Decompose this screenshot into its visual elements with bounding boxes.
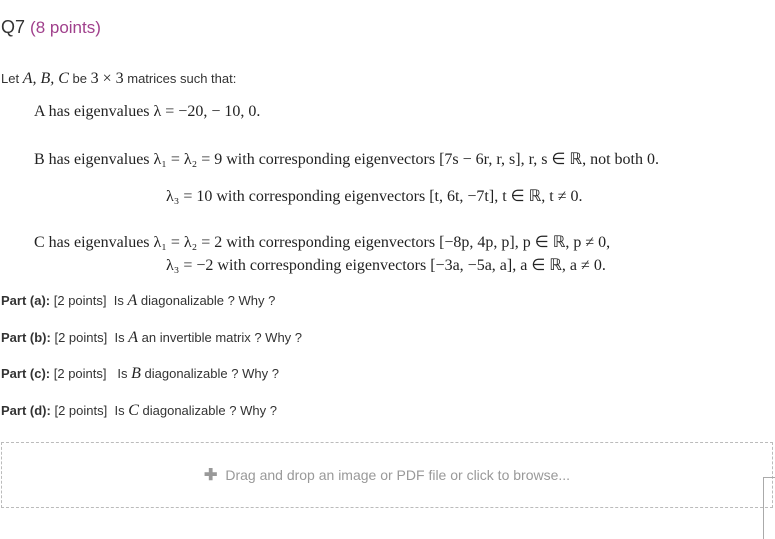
part-d-points: [2 points]: [54, 403, 108, 418]
part-d-label: Part (d):: [1, 403, 51, 418]
part-a-label: Part (a):: [1, 293, 51, 308]
part-a-pre: Is: [113, 293, 124, 308]
file-upload-dropzone[interactable]: [1, 442, 773, 508]
intro-middle: be: [68, 71, 91, 86]
part-d: [1, 402, 277, 420]
statement-b-line2: λ₃ = 10 with corresponding eigenvectors [t, 6t, −7t], t ∈ ℝ, t ≠ 0.: [166, 188, 583, 205]
intro-suffix: matrices such that:: [123, 71, 237, 86]
part-a-var: A: [127, 292, 138, 309]
part-c-points: [2 points]: [53, 366, 107, 381]
question-title: [1, 17, 101, 38]
part-b-pre: Is: [114, 330, 125, 345]
statement-a: A has eigenvalues λ = −20, − 10, 0.: [34, 103, 261, 120]
part-c-pre: Is: [117, 366, 128, 381]
part-d-post: diagonalizable ? Why ?: [142, 403, 277, 418]
part-a-post: diagonalizable ? Why ?: [140, 293, 276, 308]
intro-vars: A, B, C: [22, 70, 69, 87]
statement-c-line1: C has eigenvalues λ₁ = λ₂ = 2 with corresponding eigenvectors [−8p, 4p, p], p ∈ ℝ, p ≠ 0,: [34, 234, 611, 251]
question-points: (8 points): [30, 18, 101, 37]
part-b-var: A: [128, 329, 138, 346]
part-a: [1, 292, 275, 310]
part-b-points: [2 points]: [54, 330, 108, 345]
resize-handle[interactable]: [763, 477, 775, 539]
part-b-label: Part (b):: [1, 330, 51, 345]
part-b-post: an invertible matrix ? Why ?: [141, 330, 303, 345]
statement-b-line1: B has eigenvalues λ₁ = λ₂ = 9 with corresponding eigenvectors [7s − 6r, r, s], r, s ∈ ℝ, not both 0.: [34, 151, 659, 168]
part-c-post: diagonalizable ? Why ?: [144, 366, 279, 381]
part-c: [1, 365, 279, 383]
part-a-points: [2 points]: [53, 293, 107, 308]
part-d-var: C: [128, 402, 139, 419]
question-intro: [1, 70, 236, 88]
intro-dims: 3 × 3: [90, 70, 124, 87]
part-b: [1, 329, 302, 347]
plus-icon: ✚: [203, 467, 218, 484]
upload-instructions: Drag and drop an image or PDF file or click to browse...: [225, 467, 571, 483]
intro-prefix: Let: [1, 71, 23, 86]
question-number: Q7: [1, 17, 26, 37]
statement-c-line2: λ₃ = −2 with corresponding eigenvectors [−3a, −5a, a], a ∈ ℝ, a ≠ 0.: [166, 257, 606, 274]
part-d-pre: Is: [114, 403, 125, 418]
part-c-var: B: [131, 365, 141, 382]
part-c-label: Part (c):: [1, 366, 51, 381]
